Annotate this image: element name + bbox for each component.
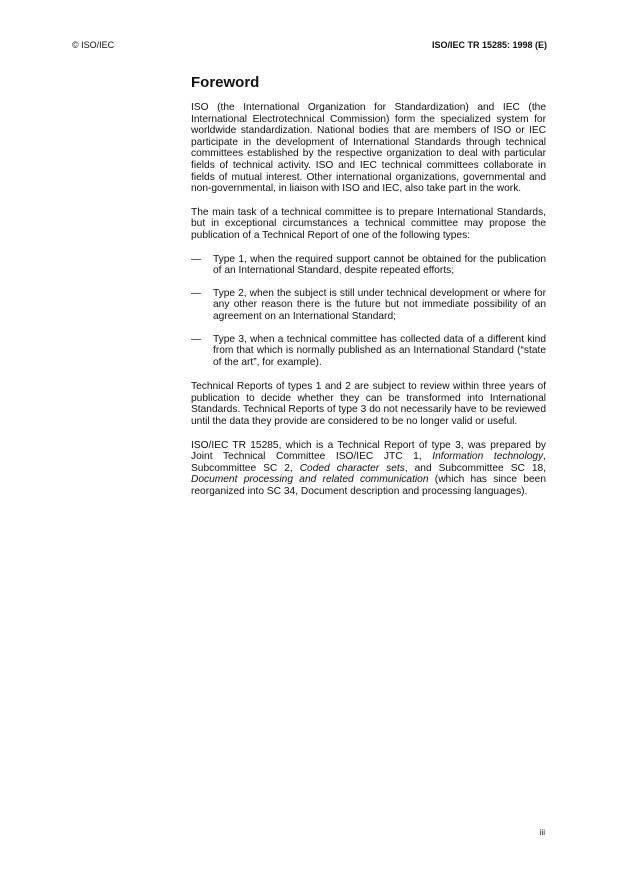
document-processing-title: Document processing and related communication xyxy=(191,474,429,486)
header-copyright: © ISO/IEC xyxy=(72,40,115,50)
list-item-text: Type 1, when the required support cannot be obtained for the publication of an International Standard, despite repeated efforts; xyxy=(213,253,546,277)
information-technology-title: Information technology xyxy=(432,451,544,463)
list-item-type-3 xyxy=(191,334,546,369)
header-document-id: ISO/IEC TR 15285: 1998 (E) xyxy=(431,40,547,50)
paragraph-iso-iec-intro: ISO (the International Organization for Standardization) and IEC (the International Electrotechnical Commission) form the specialized system for worldwide standardization. National bodies that are members of ISO or IEC participate in the development of International Standards through technical committees established by the respective organization to deal with particular fields of technical activity. ISO and IEC technical committees collaborate in fields of mutual interest. Other international organizations, governmental and non-governmental, in liaison with ISO and IEC, also take part in the work. xyxy=(191,102,546,195)
foreword-section xyxy=(191,74,546,510)
page-title: Foreword xyxy=(191,74,260,91)
list-item-type-1 xyxy=(191,254,546,277)
paragraph-technical-committee-task: The main task of a technical committee is to prepare International Standards, but in exceptional circumstances a technical committee may propose the publication of a Technical Report of one of the following types: xyxy=(191,206,546,241)
preparation-text-part: , Subcommittee SC 2, xyxy=(191,451,546,474)
paragraph-preparation xyxy=(191,440,546,498)
preparation-text-part: ISO/IEC TR 15285, which is a Technical Report of type 3, was prepared by Joint Technical Committee ISO/IEC JTC 1, xyxy=(191,439,546,463)
list-dash: — xyxy=(191,287,202,299)
coded-character-sets-title: Coded character sets xyxy=(299,462,405,474)
list-dash: — xyxy=(191,333,202,345)
list-item-text: Type 3, when a technical committee has collected data of a different kind from that which is normally published as an International Standard (“state of the art”, for example). xyxy=(213,333,546,368)
list-dash: — xyxy=(191,253,202,265)
paragraph-review: Technical Reports of types 1 and 2 are subject to review within three years of publication to decide whether they can be transformed into International Standards. Technical Reports of type 3 do not necessarily have to be reviewed until the data they provide are considered to be no longer valid or useful. xyxy=(191,381,546,428)
preparation-text-part: , and Subcommittee SC 18, xyxy=(404,462,546,474)
preparation-text-part: (which has since been reorganized into SC 34, Document description and processing languages). xyxy=(191,474,546,498)
page-number: iii xyxy=(539,828,545,837)
list-item-text: Type 2, when the subject is still under technical development or where for any other reason there is the future but not immediate possibility of an agreement on an International Standard; xyxy=(213,287,546,322)
list-item-type-2 xyxy=(191,288,546,323)
